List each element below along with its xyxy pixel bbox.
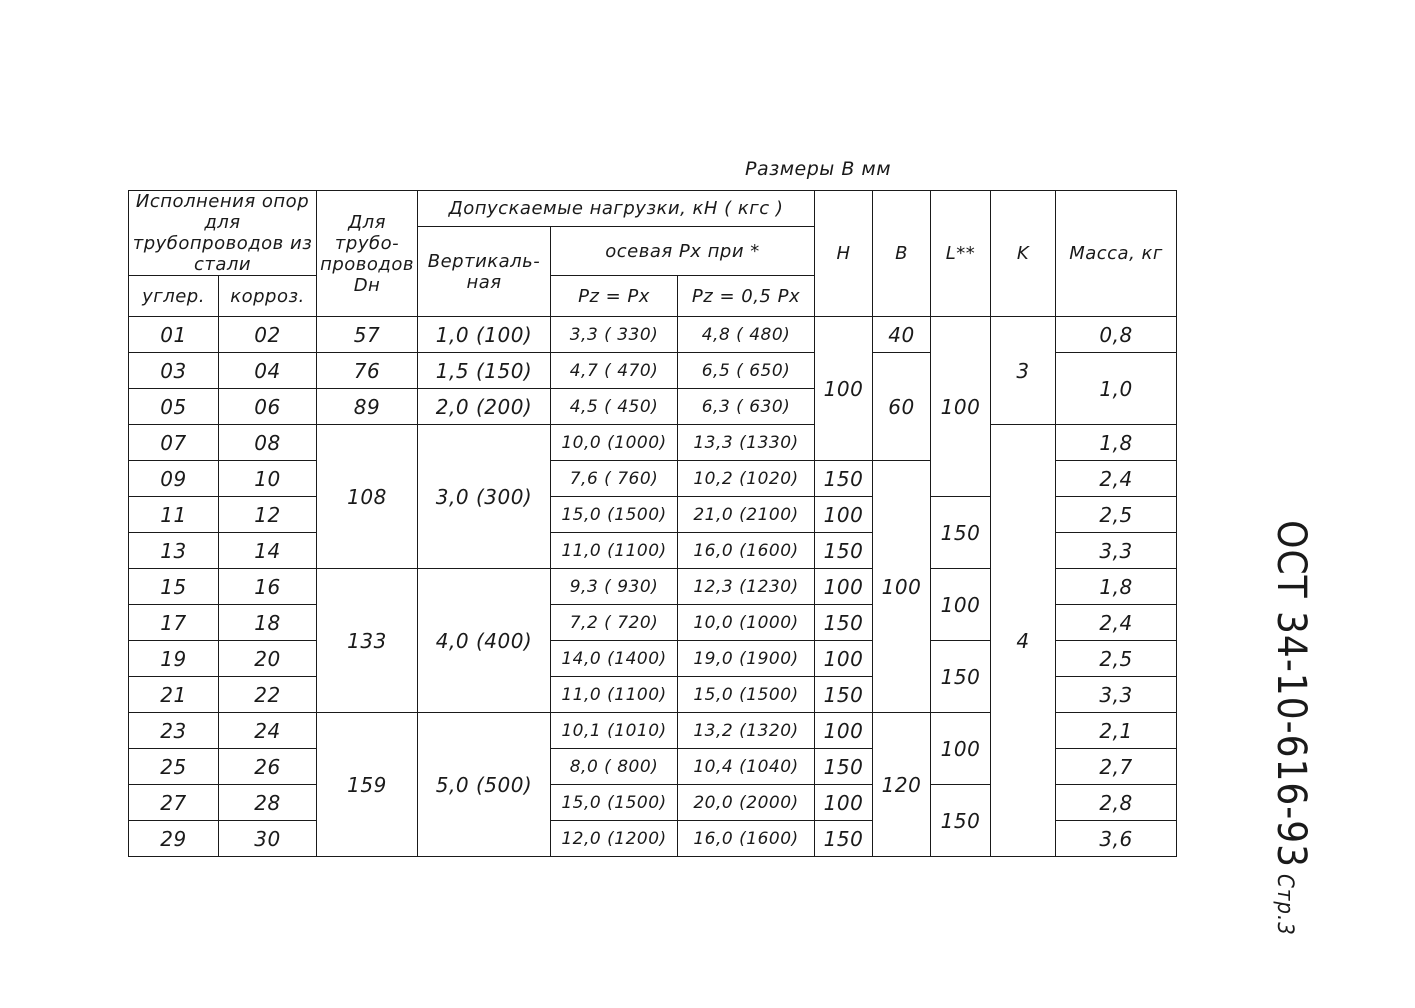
h-cell: 150 xyxy=(815,749,873,785)
b-cell: 60 xyxy=(873,353,931,461)
carbon-cell: 27 xyxy=(129,785,219,821)
pz-half-cell: 6,3 ( 630) xyxy=(678,389,815,425)
pz-px-cell: 15,0 (1500) xyxy=(551,497,678,533)
vertical-load-cell: 3,0 (300) xyxy=(418,425,551,569)
pz-px-cell: 12,0 (1200) xyxy=(551,821,678,857)
h-cell: 150 xyxy=(815,533,873,569)
carbon-cell: 05 xyxy=(129,389,219,425)
table-row xyxy=(129,317,1177,353)
h-cell: 100 xyxy=(815,569,873,605)
carbon-cell: 11 xyxy=(129,497,219,533)
pz-px-cell: 11,0 (1100) xyxy=(551,677,678,713)
pz-half-cell: 10,4 (1040) xyxy=(678,749,815,785)
pz-half-cell: 16,0 (1600) xyxy=(678,821,815,857)
axial-header: осевая Px при * xyxy=(551,227,815,276)
mass-cell: 2,5 xyxy=(1056,497,1177,533)
dn-cell: 133 xyxy=(317,569,418,713)
corrosion-cell: 12 xyxy=(219,497,317,533)
k-cell: 4 xyxy=(991,425,1056,857)
h-cell: 150 xyxy=(815,677,873,713)
carbon-cell: 03 xyxy=(129,353,219,389)
mass-header: Масса, кг xyxy=(1056,191,1177,317)
pz-half-cell: 15,0 (1500) xyxy=(678,677,815,713)
corrosion-cell: 08 xyxy=(219,425,317,461)
corrosion-cell: 22 xyxy=(219,677,317,713)
corrosion-cell: 24 xyxy=(219,713,317,749)
carbon-cell: 17 xyxy=(129,605,219,641)
pz-px-cell: 3,3 ( 330) xyxy=(551,317,678,353)
pz-half-cell: 4,8 ( 480) xyxy=(678,317,815,353)
h-cell: 150 xyxy=(815,821,873,857)
pz-half-cell: 16,0 (1600) xyxy=(678,533,815,569)
carbon-cell: 19 xyxy=(129,641,219,677)
dn-cell: 159 xyxy=(317,713,418,857)
pz-half-header: Pz = 0,5 Px xyxy=(678,276,815,317)
carbon-cell: 09 xyxy=(129,461,219,497)
dn-cell: 108 xyxy=(317,425,418,569)
carbon-cell: 15 xyxy=(129,569,219,605)
mass-cell: 1,8 xyxy=(1056,425,1177,461)
mass-cell: 2,4 xyxy=(1056,605,1177,641)
mass-cell: 2,1 xyxy=(1056,713,1177,749)
pz-px-cell: 15,0 (1500) xyxy=(551,785,678,821)
corrosion-cell: 10 xyxy=(219,461,317,497)
pz-px-cell: 14,0 (1400) xyxy=(551,641,678,677)
b-cell: 40 xyxy=(873,317,931,353)
loads-header: Допускаемые нагрузки, кН ( кгс ) xyxy=(418,191,815,227)
corrosion-cell: 26 xyxy=(219,749,317,785)
h-cell: 100 xyxy=(815,497,873,533)
h-cell: 150 xyxy=(815,605,873,641)
pz-px-cell: 10,0 (1000) xyxy=(551,425,678,461)
pz-px-cell: 7,6 ( 760) xyxy=(551,461,678,497)
specification-table xyxy=(128,190,1177,857)
h-cell: 100 xyxy=(815,713,873,749)
l-cell: 100 xyxy=(931,569,991,641)
b-header: B xyxy=(873,191,931,317)
pz-px-cell: 10,1 (1010) xyxy=(551,713,678,749)
h-cell: 100 xyxy=(815,641,873,677)
l-cell: 100 xyxy=(931,317,991,497)
mass-cell: 3,3 xyxy=(1056,677,1177,713)
dn-cell: 89 xyxy=(317,389,418,425)
mass-cell: 3,6 xyxy=(1056,821,1177,857)
corrosion-cell: 20 xyxy=(219,641,317,677)
vertical-load-cell: 1,5 (150) xyxy=(418,353,551,389)
l-header: L** xyxy=(931,191,991,317)
vertical-load-cell: 2,0 (200) xyxy=(418,389,551,425)
mass-cell: 2,7 xyxy=(1056,749,1177,785)
vertical-load-cell: 1,0 (100) xyxy=(418,317,551,353)
corrosion-cell: 14 xyxy=(219,533,317,569)
pz-half-cell: 13,3 (1330) xyxy=(678,425,815,461)
dn-cell: 57 xyxy=(317,317,418,353)
corrosion-cell: 16 xyxy=(219,569,317,605)
units-note: Размеры В мм xyxy=(745,158,892,180)
corrosion-cell: 18 xyxy=(219,605,317,641)
carbon-cell: 25 xyxy=(129,749,219,785)
carbon-header: углер. xyxy=(129,276,219,317)
mass-cell: 2,8 xyxy=(1056,785,1177,821)
pz-half-cell: 6,5 ( 650) xyxy=(678,353,815,389)
side-document-label xyxy=(1266,520,1316,936)
variant-header: Исполнения опор для трубопроводов из стали xyxy=(129,191,317,276)
pz-half-cell: 20,0 (2000) xyxy=(678,785,815,821)
pipe-header: Для трубо-проводов Dн xyxy=(317,191,418,317)
corrosion-cell: 28 xyxy=(219,785,317,821)
table-row xyxy=(129,425,1177,461)
dn-cell: 76 xyxy=(317,353,418,389)
pz-half-cell: 21,0 (2100) xyxy=(678,497,815,533)
l-cell: 100 xyxy=(931,713,991,785)
pz-half-cell: 12,3 (1230) xyxy=(678,569,815,605)
corrosion-cell: 06 xyxy=(219,389,317,425)
h-header: H xyxy=(815,191,873,317)
pz-half-cell: 13,2 (1320) xyxy=(678,713,815,749)
pz-px-cell: 7,2 ( 720) xyxy=(551,605,678,641)
pz-px-cell: 8,0 ( 800) xyxy=(551,749,678,785)
k-header: K xyxy=(991,191,1056,317)
vertical-load-cell: 4,0 (400) xyxy=(418,569,551,713)
h-cell: 100 xyxy=(815,785,873,821)
corrosion-header: корроз. xyxy=(219,276,317,317)
mass-cell: 0,8 xyxy=(1056,317,1177,353)
l-cell: 150 xyxy=(931,641,991,713)
header-row xyxy=(129,191,1177,227)
b-cell: 120 xyxy=(873,713,931,857)
pz-px-header: Pz = Px xyxy=(551,276,678,317)
carbon-cell: 01 xyxy=(129,317,219,353)
corrosion-cell: 30 xyxy=(219,821,317,857)
mass-cell: 3,3 xyxy=(1056,533,1177,569)
mass-cell: 2,5 xyxy=(1056,641,1177,677)
mass-cell: 1,8 xyxy=(1056,569,1177,605)
pz-px-cell: 4,7 ( 470) xyxy=(551,353,678,389)
l-cell: 150 xyxy=(931,785,991,857)
h-cell: 100 xyxy=(815,317,873,461)
pz-half-cell: 19,0 (1900) xyxy=(678,641,815,677)
pz-px-cell: 4,5 ( 450) xyxy=(551,389,678,425)
pz-px-cell: 11,0 (1100) xyxy=(551,533,678,569)
corrosion-cell: 02 xyxy=(219,317,317,353)
carbon-cell: 07 xyxy=(129,425,219,461)
carbon-cell: 21 xyxy=(129,677,219,713)
vertical-header: Вертикаль-ная xyxy=(418,227,551,317)
page-number: Стр.3 xyxy=(1272,874,1297,936)
pz-px-cell: 9,3 ( 930) xyxy=(551,569,678,605)
carbon-cell: 13 xyxy=(129,533,219,569)
mass-cell: 2,4 xyxy=(1056,461,1177,497)
document-number: ОСТ 34-10-616-93 xyxy=(1268,520,1314,869)
vertical-load-cell: 5,0 (500) xyxy=(418,713,551,857)
pz-half-cell: 10,2 (1020) xyxy=(678,461,815,497)
mass-cell: 1,0 xyxy=(1056,353,1177,425)
h-cell: 150 xyxy=(815,461,873,497)
corrosion-cell: 04 xyxy=(219,353,317,389)
carbon-cell: 23 xyxy=(129,713,219,749)
l-cell: 150 xyxy=(931,497,991,569)
pz-half-cell: 10,0 (1000) xyxy=(678,605,815,641)
k-cell: 3 xyxy=(991,317,1056,425)
b-cell: 100 xyxy=(873,461,931,713)
carbon-cell: 29 xyxy=(129,821,219,857)
